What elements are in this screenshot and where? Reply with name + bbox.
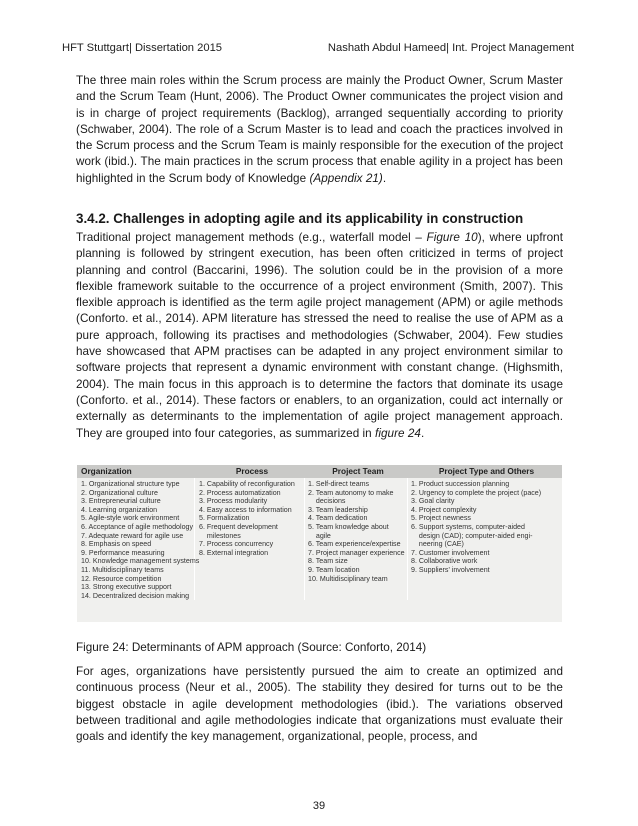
table-cell-item: 2. Urgency to complete the project (pace) xyxy=(411,488,542,497)
page-number: 39 xyxy=(312,800,326,812)
table-cell-item: milestones xyxy=(199,531,241,540)
column-project-team xyxy=(305,478,408,600)
paragraph-text-1: Traditional project management methods (e.g., waterfall model – xyxy=(76,231,427,244)
header-organization: Organization xyxy=(81,466,132,476)
table-cell-item: 4. Project complexity xyxy=(411,505,477,514)
header-project-team: Project Team xyxy=(332,466,384,476)
table-cell-item: 3. Process modularity xyxy=(199,497,268,506)
table-cell-item: 7. Process concurrency xyxy=(199,540,274,549)
paragraph-text: The three main roles within the Scrum process are mainly the Product Owner, Scrum Master and the Scrum Team (Hunt, 2006). The Product Owner communicates the project vision and is in charge of project requirements (Backlog), arranged sequentially according to priority (Schwaber, 2004). The role of a Scrum Master is to lead and coach the practices involved in the Scrum process and the Scrum Team is mainly responsible for the execution of the project work (ibid.). The main practices in the scrum process that enable agility in a project has been highlighted in the Scrum body of Knowledge xyxy=(76,74,563,185)
header-process: Process xyxy=(235,466,269,476)
paragraph-organizations: For ages, organizations have persistently pursued the aim to create an optimized and continuous process (Neur et al., 2005). The stability they desired for turns out to be the biggest obstacle in agile development methodologies (ibid.). The variations observed between traditional and agile methodologies indicate that organizations must evaluate their goals and identify the key management, organizational, people, process, and xyxy=(76,665,563,744)
table-cell-item: agile xyxy=(308,531,331,540)
figure-10-reference: Figure 10 xyxy=(426,231,478,244)
table-cell-item: 8. External integration xyxy=(199,548,269,557)
paragraph-text-2: ), where upfront planning is followed by stringent execution, has been often criticized in terms of project planning and control (Baccarini, 1996). The solution could be in the provision of a more flexible framework suitable to the occurrence of a project environment (Smith, 2007). This flexible approach is identified as the term agile project management (APM) or agile methods (Conforto. et al., 2014). APM literature has stressed the need to realise the use of APM as a pure approach, following its practises and methodologies (Schwaber, 2004). Few studies have showcased that APM practises can be adapted in any project environment similar to software projects that represent a dynamic environment with constant change. (Highsmith, 2004). The main focus in this approach is to determine the factors that dominate its usage (Conforto. et al., 2014). These factors or enablers, to an organization, could act internally or externally as determinants to the implementation of agile project management approach. They are grouped into four categories, as summarized in xyxy=(76,231,563,440)
table-cell-item: 7. Project manager experience xyxy=(308,548,405,557)
paragraph-challenges xyxy=(76,230,563,442)
table-cell-item: 12. Resource competition xyxy=(81,574,162,583)
table-cell-item: 8. Collaborative work xyxy=(411,557,478,566)
running-header-right: Nashath Abdul Hameed| Int. Project Management xyxy=(327,42,574,54)
table-cell-item: 5. Agile-style work environment xyxy=(81,514,180,523)
table-cell-item: design (CAD); computer-aided engi- xyxy=(411,531,533,540)
table-cell-item: decisions xyxy=(308,497,346,506)
column-process xyxy=(195,478,305,600)
paragraph-scrum-roles xyxy=(76,73,563,187)
table-cell-item: 9. Team location xyxy=(308,565,360,574)
table-cell-item: 1. Capability of reconfiguration xyxy=(199,480,295,488)
table-cell-item: 6. Acceptance of agile methodology xyxy=(81,522,193,531)
figure-caption: Figure 24: Determinants of APM approach (Source: Conforto, 2014) xyxy=(76,641,427,654)
figure-table-header xyxy=(77,465,562,478)
table-cell-item: 7. Customer involvement xyxy=(411,548,490,557)
table-cell-item: 5. Project newness xyxy=(411,514,471,523)
table-cell-item: 14. Decentralized decision making xyxy=(81,591,190,600)
table-cell-item: 7. Adequate reward for agile use xyxy=(81,531,184,540)
table-cell-item: 8. Emphasis on speed xyxy=(81,540,152,549)
table-cell-item: 13. Strong executive support xyxy=(81,583,172,592)
table-cell-item: 10. Knowledge management systems xyxy=(81,557,200,566)
table-cell-item: 9. Performance measuring xyxy=(81,548,165,557)
table-cell-item: 5. Formalization xyxy=(199,514,250,523)
table-cell-item: 4. Team dedication xyxy=(308,514,368,523)
section-heading: 3.4.2. Challenges in adopting agile and its applicability in construction xyxy=(76,211,524,226)
column-organization xyxy=(77,478,200,600)
table-cell-item: 6. Frequent development xyxy=(199,522,278,531)
table-cell-item: 2. Organizational culture xyxy=(81,488,158,497)
appendix-reference: (Appendix 21) xyxy=(309,171,383,185)
table-cell-item: 1. Product succession planning xyxy=(411,480,510,488)
header-project-type: Project Type and Others xyxy=(438,466,535,476)
paragraph-text-3: . xyxy=(420,426,425,440)
table-cell-item: 11. Multidisciplinary teams xyxy=(81,565,164,574)
table-cell-item: 10. Multidisciplinary team xyxy=(308,574,388,583)
table-cell-item: 8. Team size xyxy=(308,557,348,566)
figure-24-reference: figure 24 xyxy=(375,426,421,440)
table-cell-item: 4. Learning organization xyxy=(81,505,158,514)
table-cell-item: 9. Suppliers' involvement xyxy=(411,565,490,574)
paragraph-end: . xyxy=(382,171,387,185)
table-cell-item: neering (CAE) xyxy=(411,540,464,549)
table-cell-item: 2. Process automatization xyxy=(199,488,281,497)
table-cell-item: 5. Team knowledge about xyxy=(308,522,389,531)
column-project-type xyxy=(408,478,562,600)
figure-table-body xyxy=(77,478,562,600)
table-cell-item: 3. Team leadership xyxy=(308,505,368,514)
table-cell-item: 3. Entrepreneurial culture xyxy=(81,497,161,506)
figure-24-table xyxy=(77,465,562,622)
table-cell-item: 1. Self-direct teams xyxy=(308,480,370,488)
table-cell-item: 2. Team autonomy to make xyxy=(308,488,394,497)
table-cell-item: 4. Easy access to information xyxy=(199,505,292,514)
table-cell-item: 6. Team experience/expertise xyxy=(308,540,401,549)
running-header-left: HFT Stuttgart| Dissertation 2015 xyxy=(62,42,223,54)
table-cell-item: 3. Goal clarity xyxy=(411,497,455,506)
table-cell-item: 1. Organizational structure type xyxy=(81,480,180,488)
table-cell-item: 6. Support systems, computer-aided xyxy=(411,522,525,531)
